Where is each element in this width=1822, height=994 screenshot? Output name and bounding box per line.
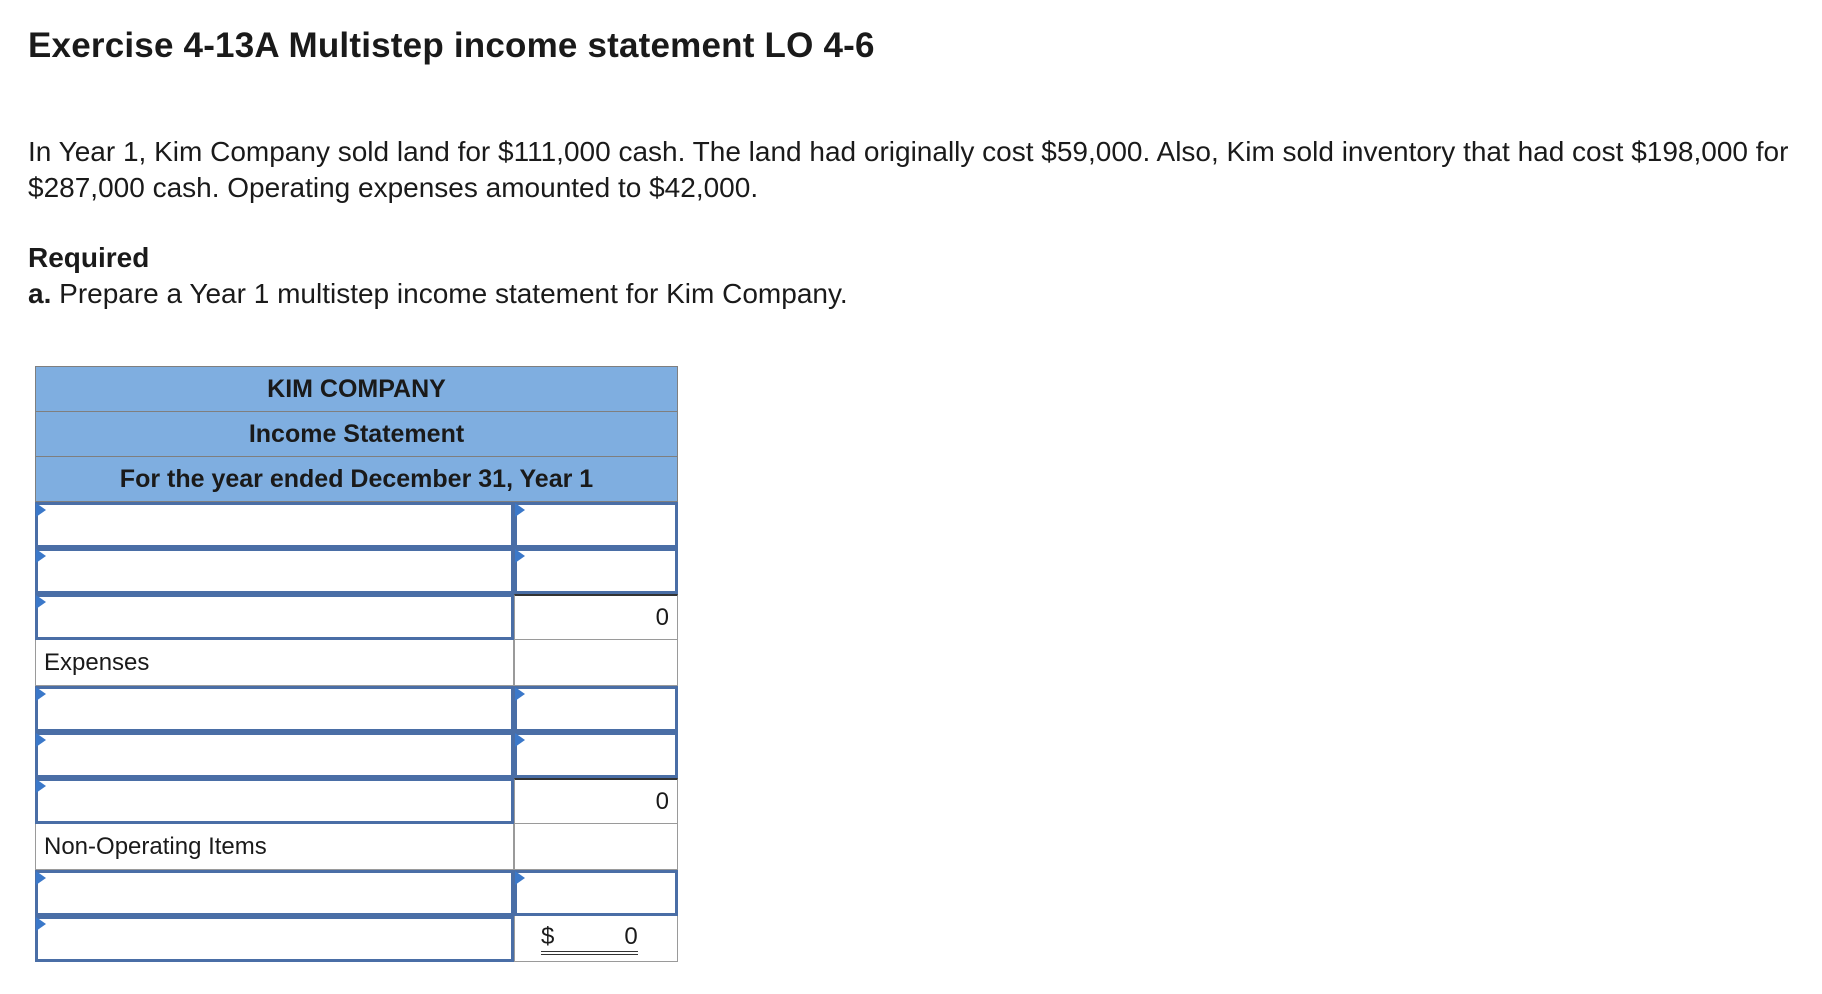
amount-input[interactable] [514, 870, 678, 916]
amount-input[interactable] [514, 686, 678, 732]
input-marker-icon [515, 733, 525, 747]
report-name-header: Income Statement [35, 412, 678, 457]
total-value-wrap [541, 923, 638, 955]
statement-row [35, 732, 678, 778]
statement-row [35, 594, 678, 640]
label-dropdown[interactable] [35, 916, 514, 962]
input-marker-icon [515, 687, 525, 701]
subtotal-value: 0 [514, 594, 678, 640]
statement-row [35, 502, 678, 548]
label-dropdown[interactable] [35, 870, 514, 916]
problem-statement: In Year 1, Kim Company sold land for $111,000 cash. The land had originally cost $59,000. Also, Kim sold inventory that had cost $198,000 for $287,000 cash. Operating expenses amounted to $42,000. [28, 136, 1789, 203]
dropdown-marker-icon [36, 779, 46, 793]
label-dropdown[interactable] [35, 732, 514, 778]
input-marker-icon [515, 503, 525, 517]
dropdown-marker-icon [36, 503, 46, 517]
dropdown-marker-icon [36, 871, 46, 885]
dropdown-marker-icon [36, 595, 46, 609]
period-header: For the year ended December 31, Year 1 [35, 457, 678, 502]
dropdown-marker-icon [36, 549, 46, 563]
statement-row [35, 686, 678, 732]
label-dropdown[interactable] [35, 502, 514, 548]
dropdown-marker-icon [36, 917, 46, 931]
statement-row [35, 778, 678, 824]
label-dropdown[interactable] [35, 686, 514, 732]
empty-amount-cell [514, 640, 678, 686]
currency-symbol: $ [541, 922, 555, 950]
input-marker-icon [515, 549, 525, 563]
part-text: Prepare a Year 1 multistep income statement for Kim Company. [59, 278, 848, 309]
label-dropdown[interactable] [35, 548, 514, 594]
income-statement-table [35, 366, 678, 962]
total-value: 0 [624, 922, 638, 950]
required-heading: Required [28, 242, 150, 273]
amount-input[interactable] [514, 732, 678, 778]
company-name-header: KIM COMPANY [35, 366, 678, 412]
statement-row [35, 640, 678, 686]
page-title: Exercise 4-13A Multistep income statement LO 4-6 [28, 26, 875, 65]
amount-input[interactable] [514, 502, 678, 548]
label-dropdown[interactable] [35, 778, 514, 824]
statement-row [35, 548, 678, 594]
non-operating-items-label: Non-Operating Items [35, 824, 514, 870]
empty-amount-cell [514, 824, 678, 870]
input-marker-icon [515, 871, 525, 885]
statement-row [35, 824, 678, 870]
dropdown-marker-icon [36, 687, 46, 701]
dropdown-marker-icon [36, 733, 46, 747]
required-part-a [28, 278, 848, 310]
expenses-label: Expenses [35, 640, 514, 686]
net-income-total [514, 916, 678, 962]
subtotal-value: 0 [514, 778, 678, 824]
statement-row [35, 870, 678, 916]
part-label: a. [28, 278, 52, 309]
statement-row [35, 916, 678, 962]
label-dropdown[interactable] [35, 594, 514, 640]
amount-input[interactable] [514, 548, 678, 594]
